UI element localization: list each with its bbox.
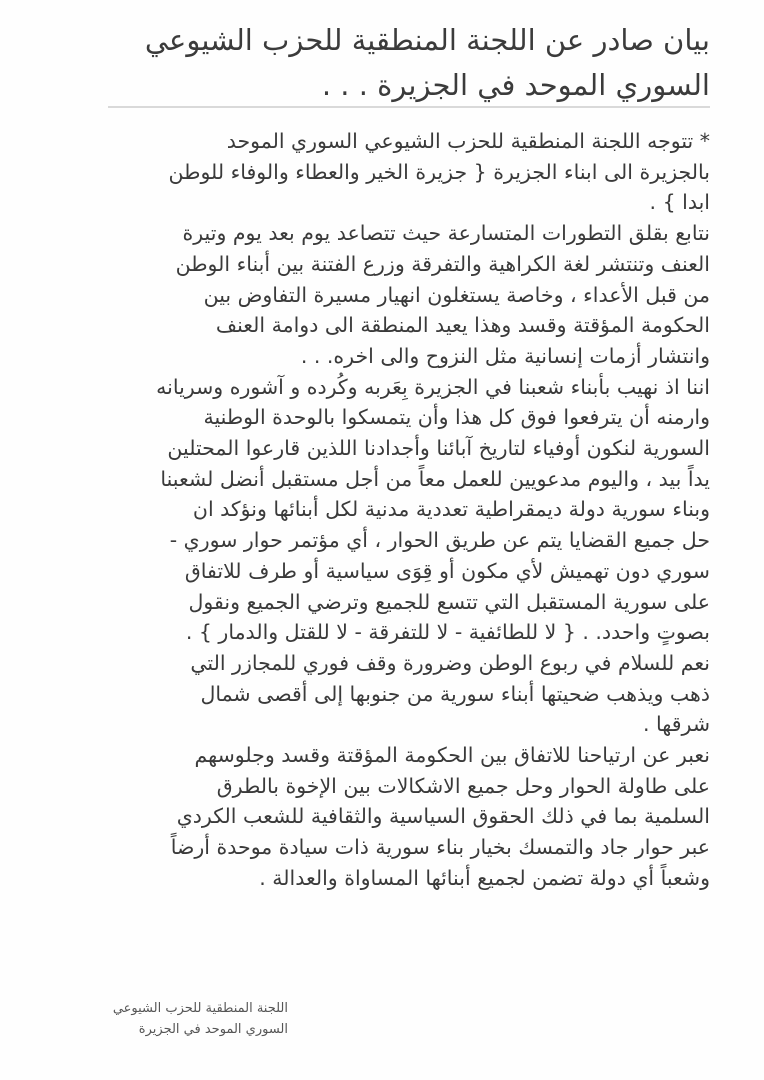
- body-line: نعبر عن ارتياحنا للاتفاق بين الحكومة المؤقتة وقسد وجلوسهم: [194, 743, 710, 768]
- body-line: وبناء سورية دولة ديمقراطية تعددية مدنية لكل أبنائها ونؤكد ان: [192, 497, 710, 522]
- body-line: حل جميع القضايا يتم عن طريق الحوار ، أي مؤتمر حوار سوري -: [169, 528, 710, 553]
- document-title: [90, 18, 710, 108]
- title-line-1: بيان صادر عن اللجنة المنطقية للحزب الشيوعي: [144, 23, 710, 57]
- body-line: على طاولة الحوار وحل جميع الاشكالات بين الإخوة بالطرق: [216, 773, 710, 798]
- body-line: نعم للسلام في ربوع الوطن وضرورة وقف فوري للمجازر التي: [190, 650, 710, 675]
- body-line: عبر حوار جاد والتمسك بخيار بناء سورية ذات سيادة موحدة أرضاً: [170, 835, 710, 860]
- body-line: * تتوجه اللجنة المنطقية للحزب الشيوعي السوري الموحد: [226, 129, 710, 153]
- title-divider: [108, 106, 710, 108]
- body-line: وانتشار أزمات إنسانية مثل النزوح والى اخره. . .: [300, 343, 710, 368]
- signature-line-2: السوري الموحد في الجزيرة: [138, 1022, 288, 1037]
- body-line: وشعباً أي دولة تضمن لجميع أبنائها المساواة والعدالة .: [259, 865, 710, 890]
- body-line: ابدا } .: [649, 190, 710, 215]
- body-line: السورية لنكون أوفياء لتاريخ آبائنا وأجدادنا اللذين قارعوا المحتلين: [167, 436, 710, 461]
- body-line: يداً بيد ، واليوم مدعويين للعمل معاً من أجل مستقبل أنضل لشعبنا: [160, 466, 710, 491]
- title-line-2: السوري الموحد في الجزيرة . . .: [321, 68, 710, 102]
- body-line: اننا اذ نهيب بأبناء شعبنا في الجزيرة بِعَربه وكُرده و آشوره وسريانه: [156, 374, 710, 399]
- body-line: من قبل الأعداء ، وخاصة يستغلون انهيار مسيرة التفاوض بين: [203, 282, 710, 307]
- body-line: نتابع بقلق التطورات المتسارعة حيث تتصاعد يوم بعد يوم وتيرة: [182, 221, 710, 246]
- signature-block: [70, 998, 288, 1040]
- statement-body: [62, 126, 710, 894]
- body-line: على سورية المستقبل التي تتسع للجميع وترضي الجميع ونقول: [188, 589, 710, 614]
- body-line: شرقها .: [642, 712, 710, 737]
- body-line: ذهب ويذهب ضحيتها أبناء سورية من جنوبها إلى أقصى شمال: [200, 681, 710, 706]
- body-line: بصوتٍ واحدد. . { لا للطائفية - لا للتفرقة - لا للقتل والدمار } .: [185, 620, 710, 645]
- body-line: سوري دون تهميش لأي مكون أو قِوَى سياسية أو طرف للاتفاق: [184, 558, 710, 583]
- body-line: العنف وتنتشر لغة الكراهية والتفرقة وزرع الفتنة بين أبناء الوطن: [175, 251, 710, 276]
- body-line: بالجزيرة الى ابناء الجزيرة { جزيرة الخير والعطاء والوفاء للوطن: [168, 159, 710, 184]
- body-line: وارمنه أن يترفعوا فوق كل هذا وأن يتمسكوا بالوحدة الوطنية: [203, 405, 710, 430]
- body-line: الحكومة المؤقتة وقسد وهذا يعيد المنطقة الى دوامة العنف: [215, 313, 710, 338]
- body-line: السلمية بما في ذلك الحقوق السياسية والثقافية للشعب الكردي: [176, 804, 710, 829]
- signature-line-1: اللجنة المنطقية للحزب الشيوعي: [112, 1001, 288, 1016]
